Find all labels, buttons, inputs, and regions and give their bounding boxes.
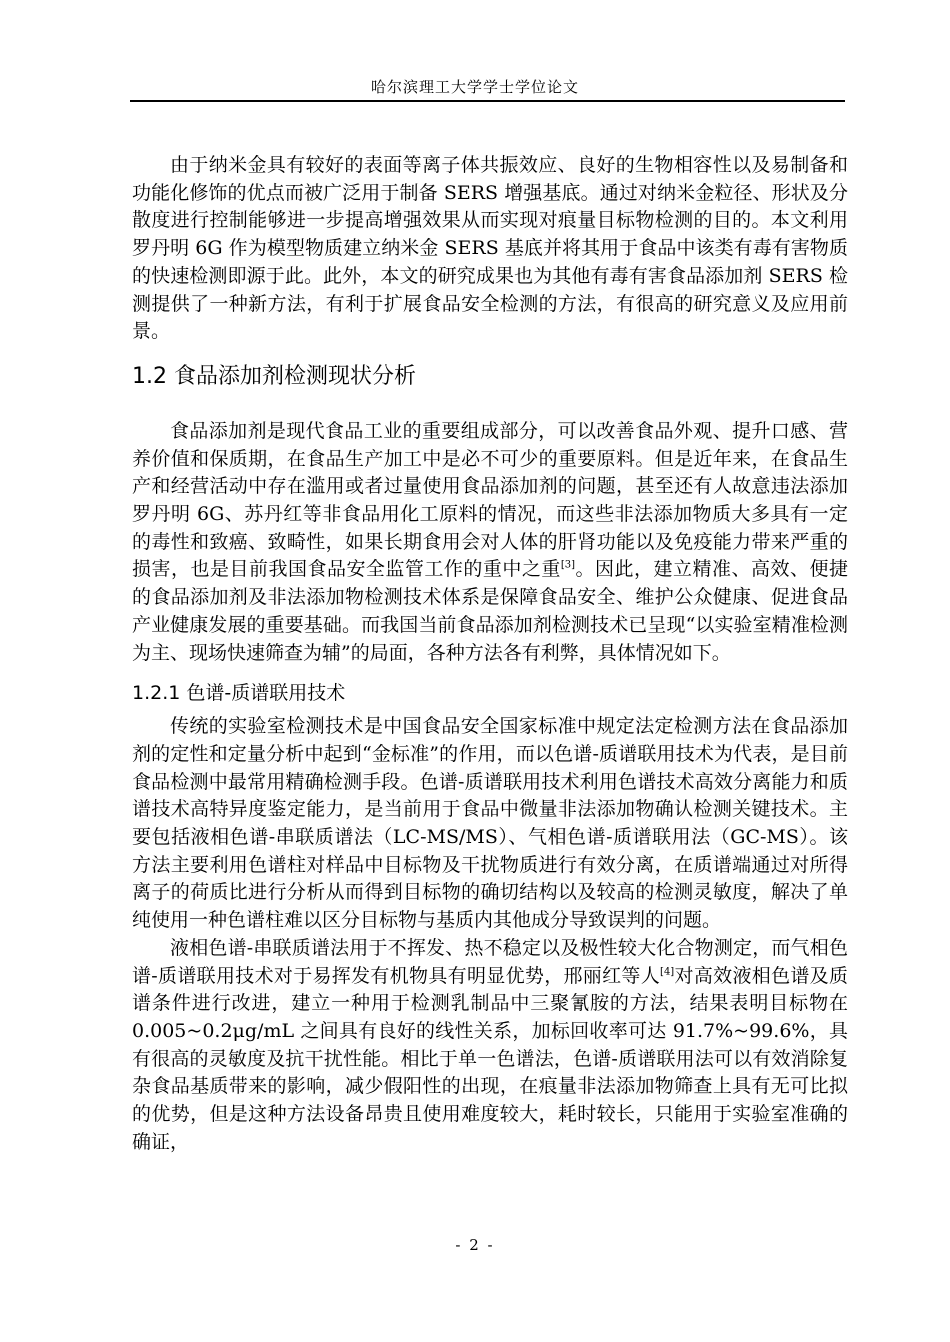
paragraph-traditional-detection: 传统的实验室检测技术是中国食品安全国家标准中规定法定检测方法在食品添加剂的定性和定量分析中起到“金标准”的作用，而以色谱-质谱联用技术为代表，是目前食品检测中最常用精确检测手段。色谱-质谱联用技术利用色谱技术高效分离能力和质谱技术高特异度鉴定能力，是当前用于食品中微量非法添加物确认检测关键技术。主要包括液相色谱-串联质谱法（LC-MS/MS）、气相色谱-质谱联用法（GC-MS）。该方法主要利用色谱柱对样品中目标物及干扰物质进行有效分离，在质谱端通过对所得离子的荷质比进行分析从而得到目标物的确切结构以及较高的检测灵敏度，解决了单纯使用一种色谱柱难以区分目标物与基质内其他成分导致误判的问题。 [132, 715, 848, 932]
running-header: 哈尔滨理工大学学士学位论文 [370, 78, 579, 96]
paragraph-text: 。因此，建立精准、高效、便捷的食品添加剂及非法添加物检测技术体系是保障食品安全、维护公众健康、促进食品产业健康发展的重要基础。而我国当前食品添加剂检测技术已呈现“以实验室精准检测为主、现场快速筛查为辅”的局面，各种方法各有利弊，具体情况如下。 [132, 558, 848, 664]
page-body [132, 152, 848, 1157]
page-number: - 2 - [455, 1236, 495, 1254]
header-rule [130, 100, 845, 102]
paragraph-text: 食品添加剂是现代食品工业的重要组成部分，可以改善食品外观、提升口感、营养价值和保质期，在食品生产加工中是必不可少的重要原料。但是近年来，在食品生产和经营活动中存在滥用或者过量使用食品添加剂的问题，甚至还有人故意违法添加罗丹明 6G、苏丹红等非食品用化工原料的情况，而这些非法添加物质大多具有一定的毒性和致癌、致畸性，如果长期食用会对人体的肝肾功能以及免疫能力带来严重的损害，也是目前我国食品安全监管工作的重中之重 [132, 419, 848, 581]
paragraph-text: 液相色谱-串联质谱法用于不挥发、热不稳定以及极性较大化合物测定，而气相色谱-质谱联用技术对于易挥发有机物具有明显优势，邢丽红等人 [132, 936, 848, 987]
section-heading: 1.2 食品添加剂检测现状分析 [132, 363, 416, 389]
paragraph-food-additives [132, 418, 848, 667]
citation-ref: [4] [660, 966, 675, 978]
paragraph-text: 对高效液相色谱及质谱条件进行改进，建立一种用于检测乳制品中三聚氰胺的方法，结果表明目标物在 0.005~0.2μg/mL 之间具有良好的线性关系，加标回收率可达 91.7%~99.6%，具有很高的灵敏度及抗干扰性能。相比于单一色谱法，色谱-质谱联用法可以有效消除复杂食品基质带来的影响，减少假阳性的出现，在痕量非法添加物筛查上具有无可比拟的优势，但是这种方法设备昂贵且使用难度较大，耗时较长，只能用于实验室准确的确证， [132, 964, 848, 1153]
paragraph-lc-ms [132, 935, 848, 1157]
citation-ref: [3] [560, 560, 576, 572]
heading-gap [132, 392, 848, 418]
paragraph-intro: 由于纳米金具有较好的表面等离子体共振效应、良好的生物相容性以及易制备和功能化修饰的优点而被广泛用于制备 SERS 增强基底。通过对纳米金粒径、形状及分散度进行控制能够进一步提高增强效果从而实现对痕量目标物检测的目的。本文利用罗丹明 6G 作为模型物质建立纳米金 SERS 基底并将其用于食品中该类有毒有害物质的快速检测即源于此。此外，本文的研究成果也为其他有毒有害食品添加剂 SERS 检测提供了一种新方法，有利于扩展食品安全检测的方法，有很高的研究意义及应用前景。 [132, 154, 848, 343]
subsection-heading: 1.2.1 色谱-质谱联用技术 [132, 682, 346, 705]
